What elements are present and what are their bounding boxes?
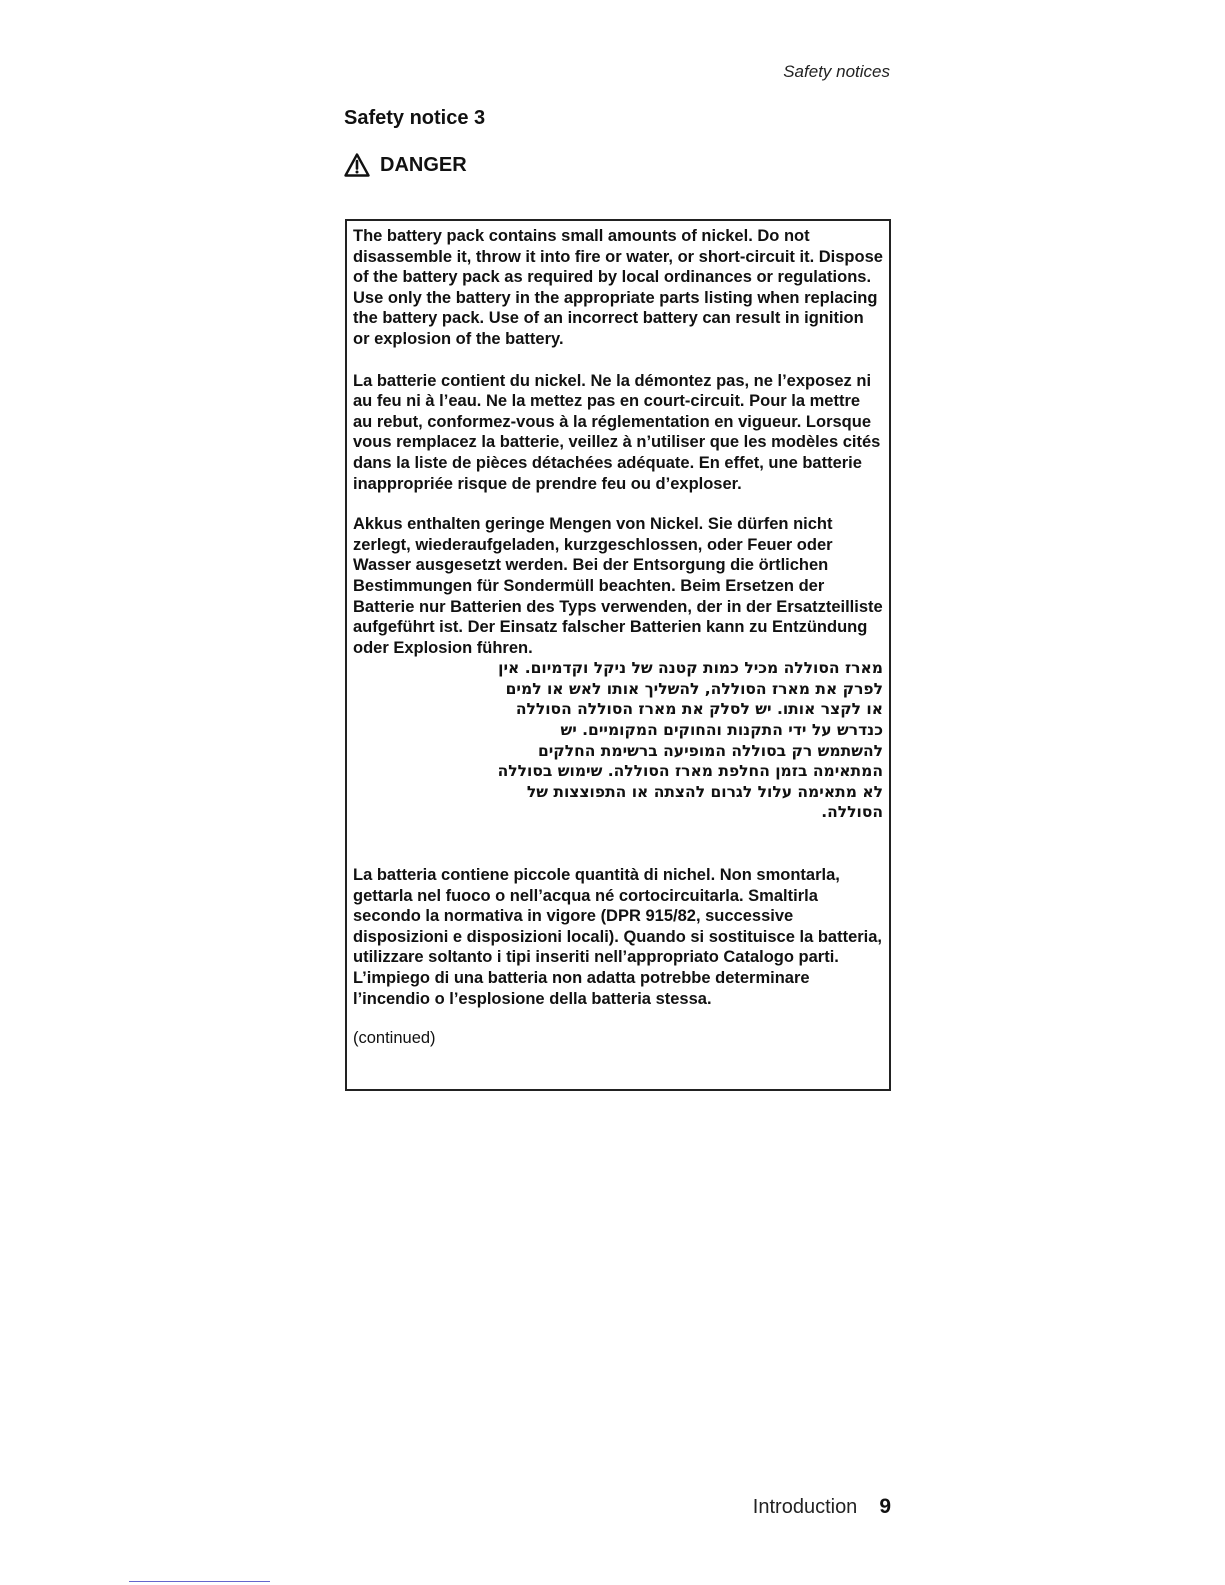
page-number: 9 [879,1495,891,1518]
warning-triangle-icon [344,153,370,177]
notice-text-french: La batterie contient du nickel. Ne la démontez pas, ne l’exposez ni au feu ni à l’eau. Ne la mettez pas en court-circuit. Pour la mettre au rebut, conformez-vous à la réglementation en vigueur. Lorsque vous remplacez la batterie, veillez à n’utiliser que les modèles cités dans la liste de pièces détachées adéquate. En effet, une batterie inappropriée risque de prendre feu ou d’exploser. [353,371,881,493]
bottom-divider [129,1581,270,1582]
running-header: Safety notices [783,62,890,81]
notice-title: Safety notice 3 [344,107,486,129]
page-footer [753,1495,891,1519]
danger-notice-box [345,219,891,1091]
footer-section-label: Introduction [752,1496,858,1518]
danger-heading [344,153,467,177]
notice-text-hebrew: מארז הסוללה מכיל כמות קטנה של ניקל וקדמיום. אין לפרק את מארז הסוללה, להשליך אותו לאש או למים או לקצר אותו. יש לסלק את מארז הסוללה הסוללה כנדרש על ידי התקנות והחוקים המקומיים. יש להשתמש רק בסוללה המופיעה ברשימת החלקים המתאימה בזמן החלפת מארז הסוללה. שימוש בסוללה לא מתאימה עלול לגרום להצתה או התפוצצות של הסוללה. [497,659,883,822]
continued-note: (continued) [353,1029,436,1048]
notice-text-english: The battery pack contains small amounts of nickel. Do not disassemble it, throw it into fire or water, or short-circuit it. Dispose of the battery pack as required by local ordinances or regulations. Use only the battery in the appropriate parts listing when replacing the battery pack. Use of an incorrect battery can result in ignition or explosion of the battery. [353,227,883,348]
notice-text-german: Akkus enthalten geringe Mengen von Nickel. Sie dürfen nicht zerlegt, wiederaufgeladen, kurzgeschlossen, oder Feuer oder Wasser ausgesetzt werden. Bei der Entsorgung die örtlichen Bestimmungen für Sondermüll beachten. Beim Ersetzen der Batterie nur Batterien des Typs verwenden, der in der Ersatzteilliste aufgeführt ist. Der Einsatz falscher Batterien kann zu Entzündung oder Explosion führen. [353,515,883,657]
danger-label: DANGER [380,153,467,176]
notice-text-italian: La batteria contiene piccole quantità di nichel. Non smontarla, gettarla nel fuoco o nell’acqua né cortocircuitarla. Smaltirla secondo la normativa in vigore (DPR 915/82, successive disposizioni e disposizioni locali). Quando si sostituisce la batteria, utilizzare soltanto i tipi inseriti nell’appropriato Catalogo parti. L’impiego di una batteria non adatta potrebbe determinare l’incendio o l’esplosione della batteria stessa. [353,866,883,1008]
